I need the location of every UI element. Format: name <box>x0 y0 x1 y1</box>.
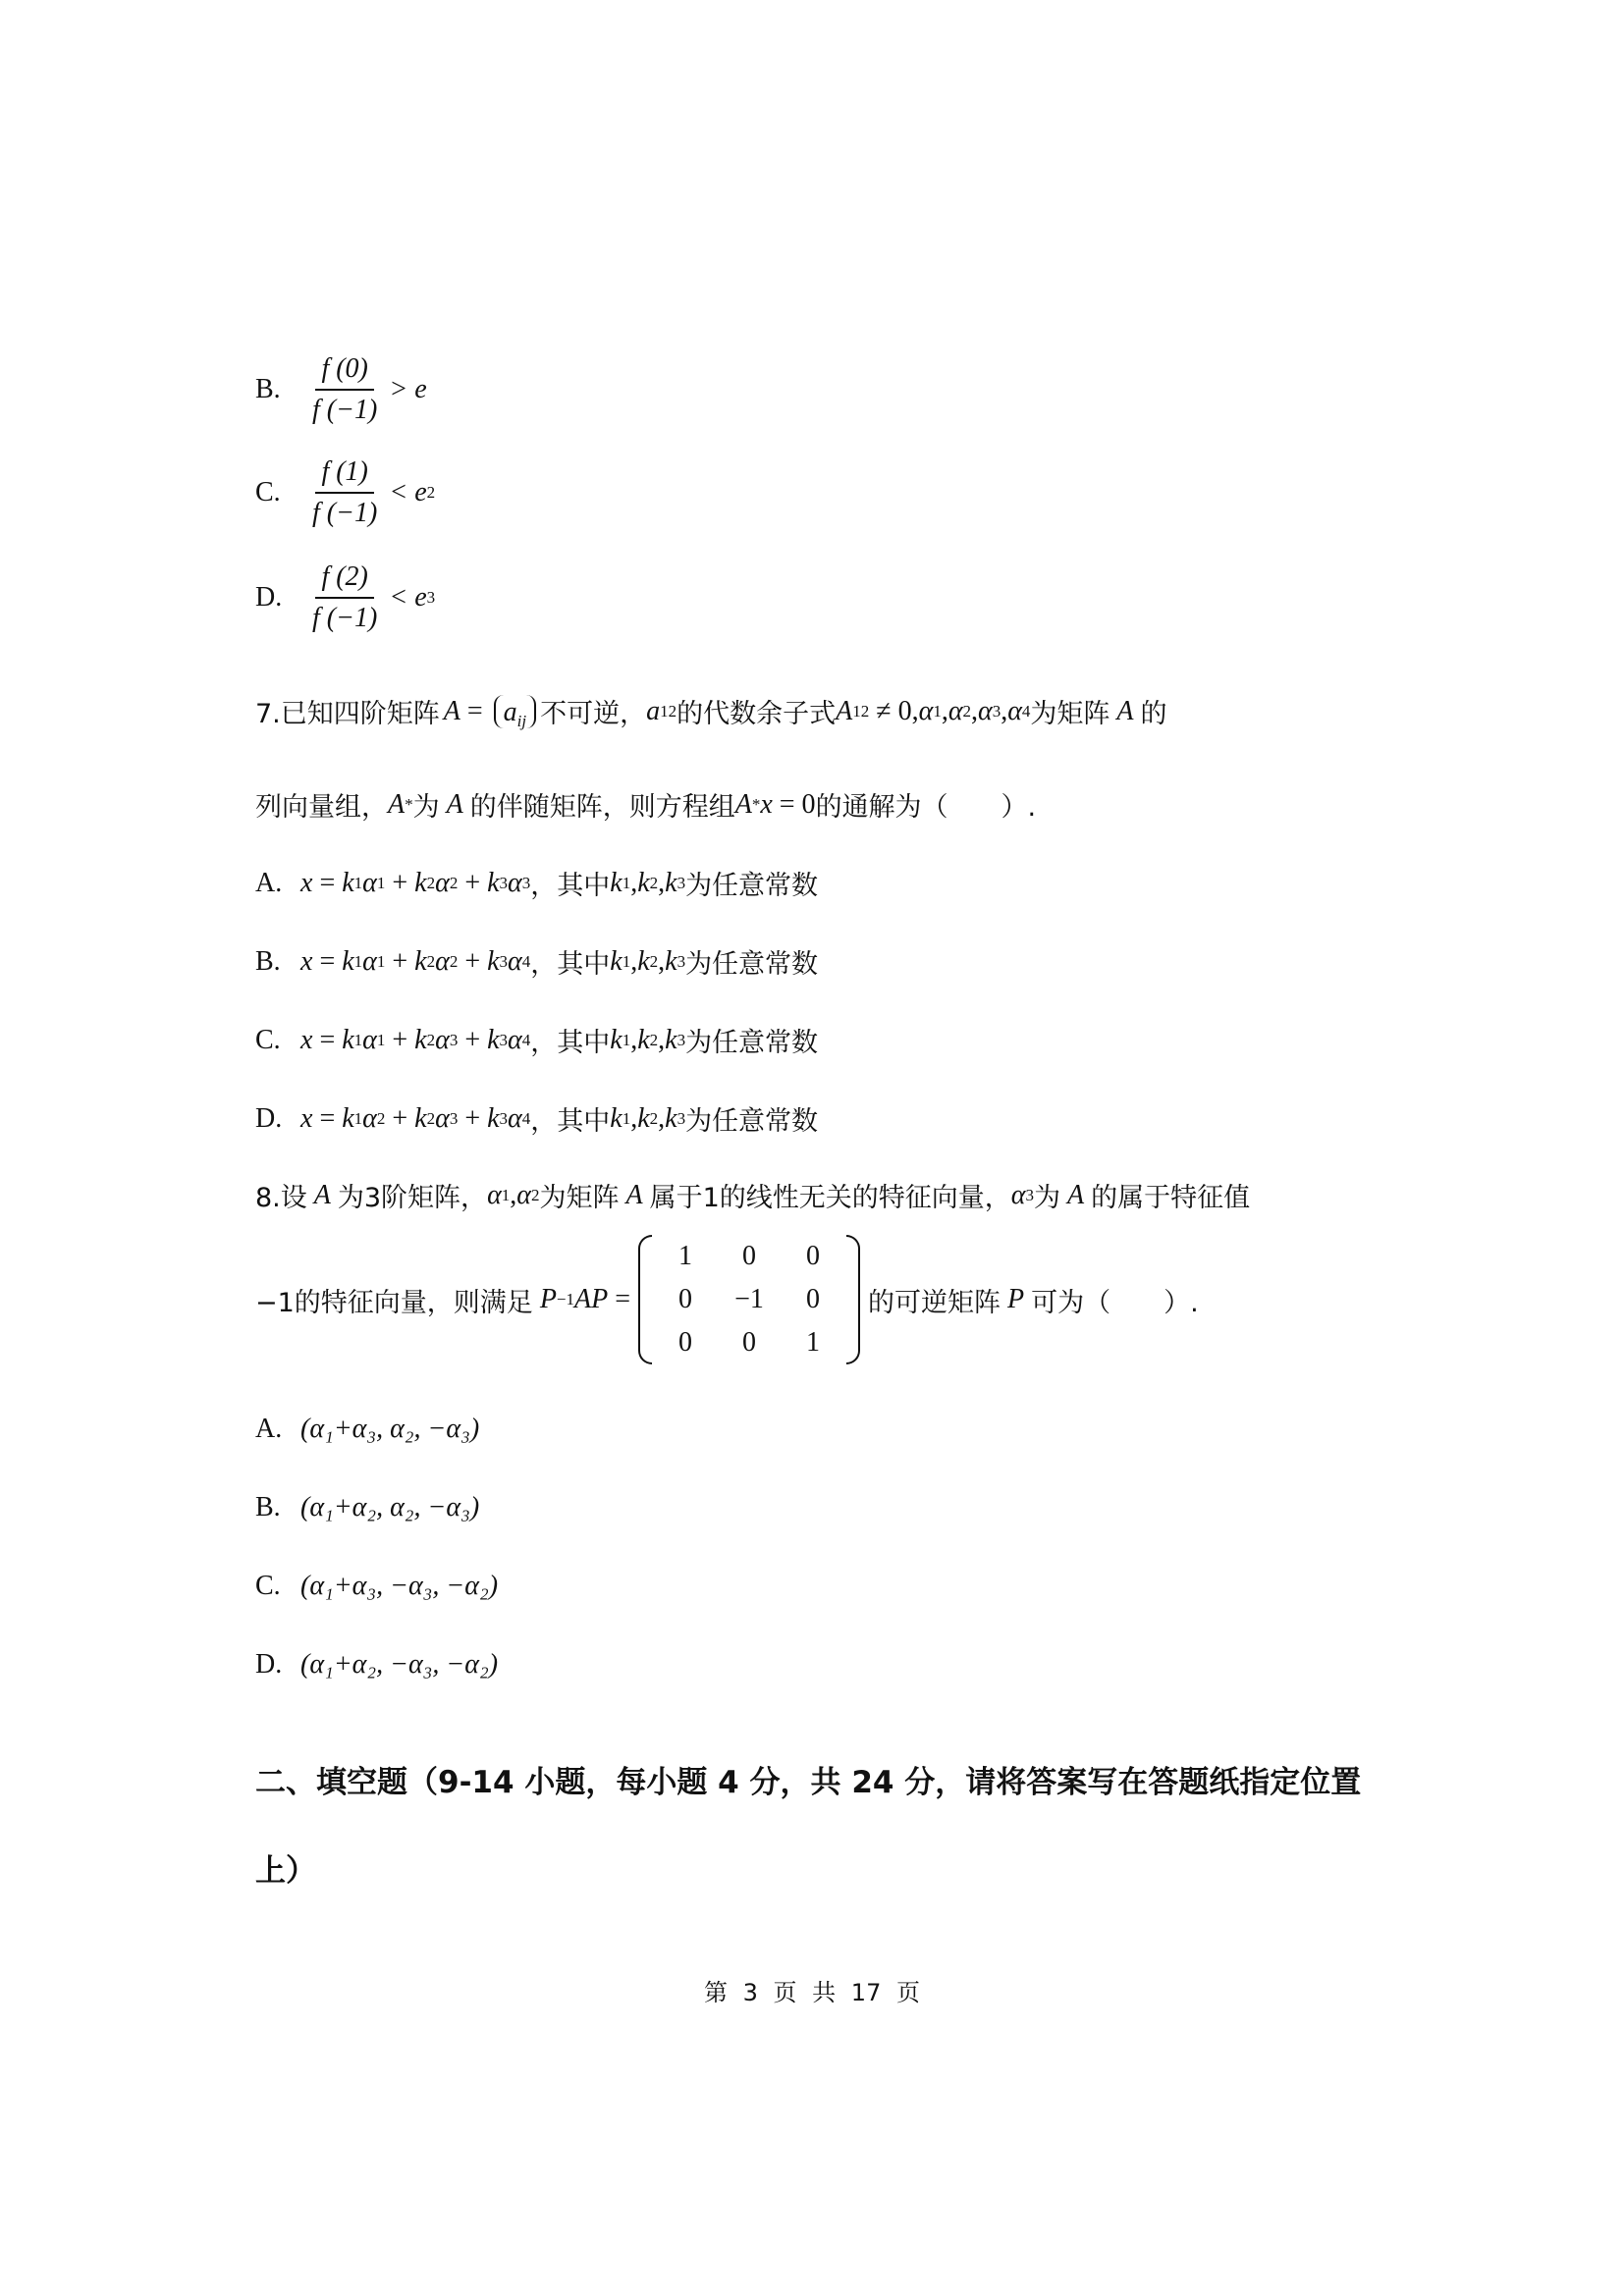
fraction: $\frac{f (0)}{f (-1)}$ <box>312 353 378 425</box>
diagonal-matrix: 1 0 0 0 −1 0 0 0 1 <box>638 1235 860 1364</box>
q7-option-a: A. x = k 1 α 1 + k 2 α 2 + k 3 α 3 ，其中 k 1 , k 2 , k 3 为任意常数 <box>255 867 819 901</box>
q8-option-b: B. (α₁+α₂, α₂, −α₃) <box>255 1492 480 1522</box>
section-heading-cont: 上） <box>255 1853 316 1889</box>
matrix-bracket: $a_{ij}$ <box>494 695 536 728</box>
fraction: $\frac{f (2)}{f (-1)}$ <box>312 561 378 633</box>
section-heading: 二、填空题（9-14 小题，每小题 4 分，共 24 分，请将答案写在答题纸指定位置 <box>255 1765 1362 1800</box>
q8-option-c: C. (α₁+α₃, −α₃, −α₂) <box>255 1571 499 1601</box>
option-d-prev: D. $\frac{f (2)}{f (-1)}$ < e 3 <box>255 561 436 633</box>
q7-line-1: 7.已知四阶矩阵 A = $a_{ij}$ 不可逆， a 12 的代数余子式 A 12 ≠ 0, α 1 , α 2 , α 3 , α 4 为矩阵 A 的 <box>255 695 1167 730</box>
q7-option-c: C. x = k 1 α 1 + k 2 α 3 + k 3 α 4 ，其中 k 1 , k 2 , k 3 为任意常数 <box>255 1024 819 1058</box>
q7-line-2: 列向量组， A * 为 A 的伴随矩阵，则方程组 A * x = 0 的通解为（ ）. <box>255 788 1037 823</box>
page-footer: 第 3 页 共 17 页 <box>704 1979 920 2006</box>
q8-option-d: D. (α₁+α₂, −α₃, −α₂) <box>255 1649 499 1680</box>
option-c-prev: C. $\frac{f (1)}{f (-1)}$ < e 2 <box>255 456 436 528</box>
option-b-prev: B. $\frac{f (0)}{f (-1)}$ > e <box>255 353 427 425</box>
q8-line-1: 8.设 A 为3阶矩阵， α 1 , α 2 为矩阵 A 属于1的线性无关的特征向量， α 3 为 A 的属于特征值 <box>255 1179 1251 1213</box>
q8-option-a: A. (α₁+α₃, α₂, −α₃) <box>255 1414 480 1444</box>
q8-line-2: −1的特征向量，则满足 P −1 AP = 1 0 0 0 −1 0 0 0 1 的可逆矩阵 P 可为（ ）. <box>255 1235 1199 1364</box>
q7-option-b: B. x = k 1 α 1 + k 2 α 2 + k 3 α 4 ，其中 k 1 , k 2 , k 3 为任意常数 <box>255 945 819 980</box>
q7-option-d: D. x = k 1 α 2 + k 2 α 3 + k 3 α 4 ，其中 k 1 , k 2 , k 3 为任意常数 <box>255 1102 819 1137</box>
fraction: $\frac{f (1)}{f (-1)}$ <box>312 456 378 528</box>
